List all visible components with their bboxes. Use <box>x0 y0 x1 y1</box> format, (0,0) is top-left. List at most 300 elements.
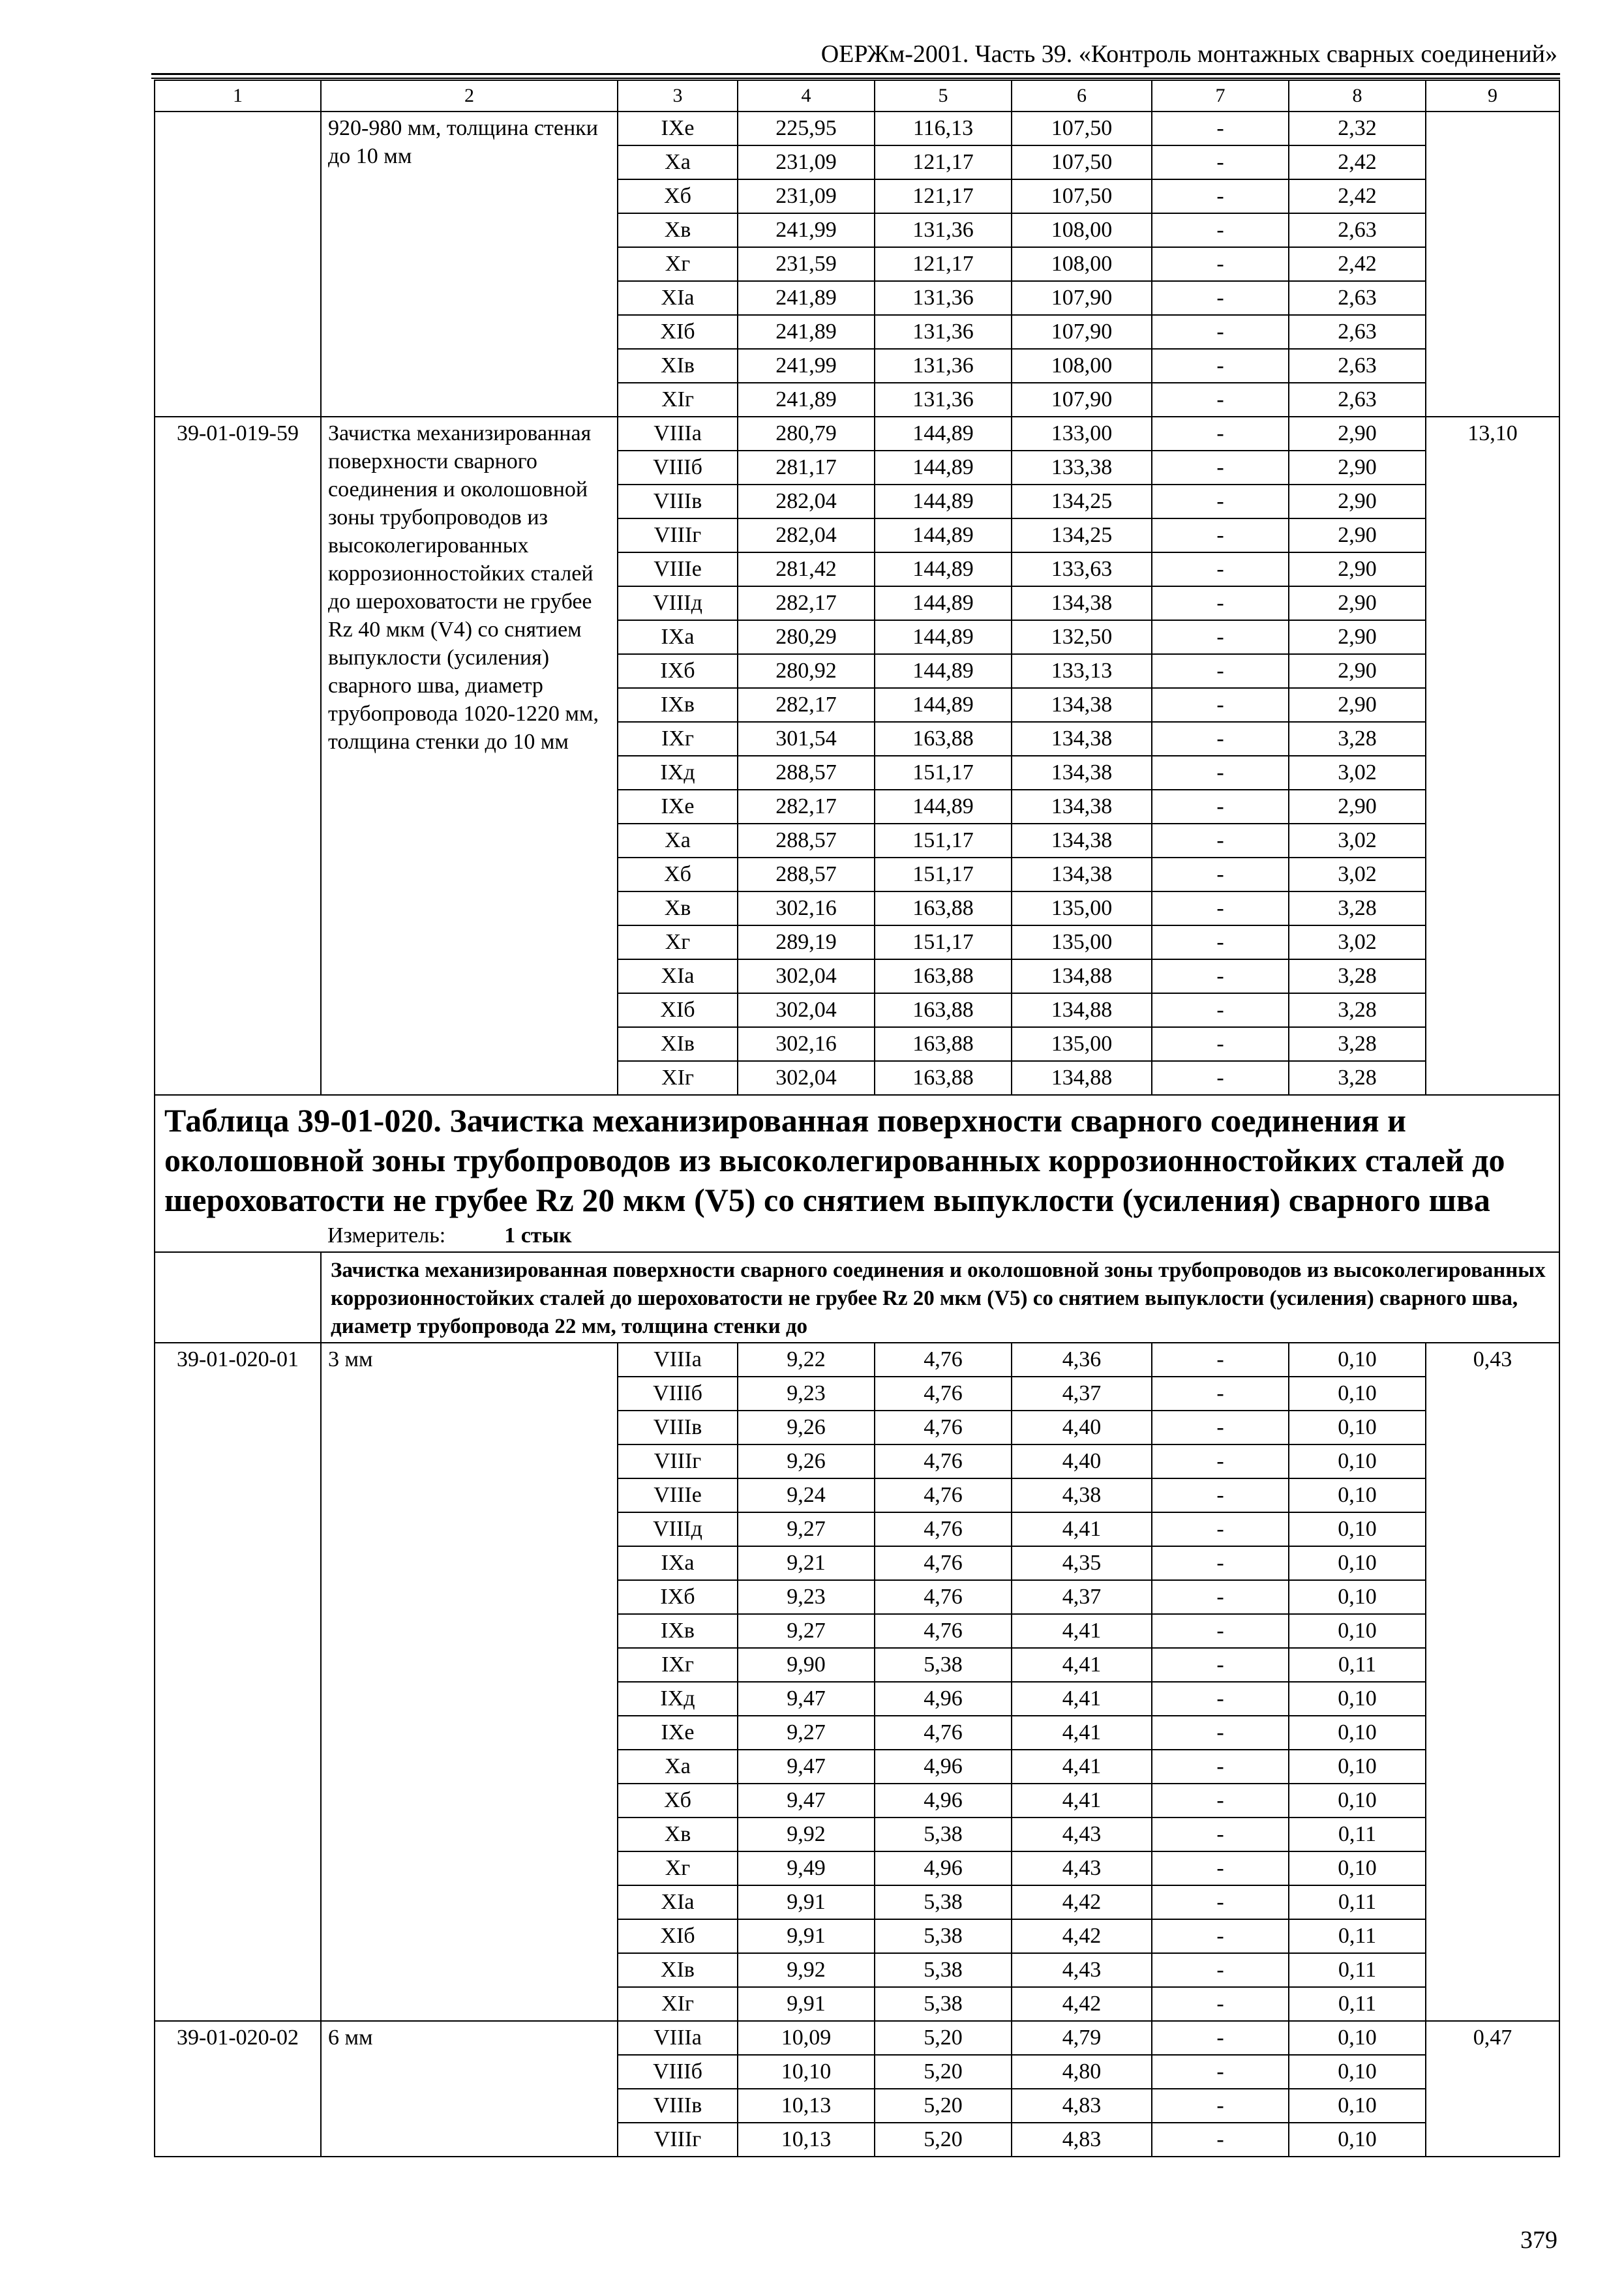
value-cell: 107,50 <box>1012 112 1152 145</box>
value-cell: 302,16 <box>738 1027 875 1061</box>
value-cell: 144,89 <box>875 620 1012 654</box>
value-cell: - <box>1152 1784 1289 1818</box>
value-cell: 163,88 <box>875 891 1012 925</box>
region-cell: Xа <box>618 145 738 179</box>
value-cell: 121,17 <box>875 145 1012 179</box>
value-cell: 4,40 <box>1012 1411 1152 1444</box>
value-cell: 9,26 <box>738 1411 875 1444</box>
region-cell: Xв <box>618 891 738 925</box>
column-9-value: 0,43 <box>1426 1343 1559 2021</box>
value-cell: 4,76 <box>875 1444 1012 1478</box>
measure-label: Измеритель: <box>327 1223 446 1248</box>
region-cell: IXб <box>618 654 738 688</box>
value-cell: 4,43 <box>1012 1953 1152 1987</box>
value-cell: 231,59 <box>738 247 875 281</box>
col-number: 6 <box>1012 80 1152 112</box>
value-cell: 9,47 <box>738 1750 875 1784</box>
region-cell: VIIIв <box>618 2089 738 2123</box>
value-cell: 4,37 <box>1012 1377 1152 1411</box>
value-cell: 4,79 <box>1012 2021 1152 2055</box>
value-cell: - <box>1152 518 1289 552</box>
value-cell: - <box>1152 654 1289 688</box>
value-cell: 2,90 <box>1289 485 1426 518</box>
value-cell: 0,10 <box>1289 1614 1426 1648</box>
value-cell: - <box>1152 1444 1289 1478</box>
region-cell: VIIIа <box>618 417 738 451</box>
value-cell: 4,37 <box>1012 1580 1152 1614</box>
table-row <box>155 2021 1559 2055</box>
value-cell: 10,13 <box>738 2123 875 2157</box>
value-cell: 4,76 <box>875 1546 1012 1580</box>
value-cell: 0,10 <box>1289 1784 1426 1818</box>
value-cell: - <box>1152 586 1289 620</box>
value-cell: 3,28 <box>1289 891 1426 925</box>
value-cell: 9,23 <box>738 1580 875 1614</box>
value-cell: - <box>1152 383 1289 417</box>
value-cell: 144,89 <box>875 586 1012 620</box>
value-cell: 0,10 <box>1289 2021 1426 2055</box>
value-cell: 0,11 <box>1289 1987 1426 2021</box>
value-cell: 0,10 <box>1289 1343 1426 1377</box>
value-cell: 282,17 <box>738 688 875 722</box>
value-cell: 108,00 <box>1012 247 1152 281</box>
value-cell: 9,90 <box>738 1648 875 1682</box>
value-cell: 108,00 <box>1012 349 1152 383</box>
value-cell: 144,89 <box>875 654 1012 688</box>
value-cell: 135,00 <box>1012 891 1152 925</box>
value-cell: 241,89 <box>738 315 875 349</box>
value-cell: - <box>1152 1648 1289 1682</box>
value-cell: - <box>1152 1750 1289 1784</box>
value-cell: - <box>1152 2123 1289 2157</box>
value-cell: 2,90 <box>1289 620 1426 654</box>
value-cell: - <box>1152 179 1289 213</box>
value-cell: 134,38 <box>1012 722 1152 756</box>
region-cell: Xб <box>618 858 738 891</box>
value-cell: 4,76 <box>875 1716 1012 1750</box>
value-cell: 134,38 <box>1012 688 1152 722</box>
region-cell: IXе <box>618 112 738 145</box>
value-cell: 5,38 <box>875 1987 1012 2021</box>
value-cell: 9,27 <box>738 1614 875 1648</box>
value-cell: 4,41 <box>1012 1716 1152 1750</box>
value-cell: 302,04 <box>738 959 875 993</box>
value-cell: - <box>1152 1919 1289 1953</box>
value-cell: 134,88 <box>1012 993 1152 1027</box>
value-cell: 0,11 <box>1289 1818 1426 1851</box>
value-cell: 134,38 <box>1012 586 1152 620</box>
value-cell: 163,88 <box>875 1061 1012 1095</box>
value-cell: 135,00 <box>1012 925 1152 959</box>
value-cell: 131,36 <box>875 281 1012 315</box>
value-cell: 0,10 <box>1289 2123 1426 2157</box>
region-cell: Xв <box>618 213 738 247</box>
value-cell: 4,76 <box>875 1512 1012 1546</box>
running-header: ОЕРЖм-2001. Часть 39. «Контроль монтажных сварных соединений» <box>820 40 1557 68</box>
value-cell: 5,20 <box>875 2123 1012 2157</box>
value-cell: 2,63 <box>1289 383 1426 417</box>
region-cell: IXв <box>618 688 738 722</box>
value-cell: - <box>1152 925 1289 959</box>
value-cell: 280,92 <box>738 654 875 688</box>
value-cell: 4,41 <box>1012 1648 1152 1682</box>
value-cell: 2,63 <box>1289 349 1426 383</box>
value-cell: 288,57 <box>738 824 875 858</box>
region-cell: IXг <box>618 722 738 756</box>
region-cell: XIг <box>618 1061 738 1095</box>
value-cell: 0,10 <box>1289 1750 1426 1784</box>
value-cell: 0,11 <box>1289 1648 1426 1682</box>
value-cell: 280,79 <box>738 417 875 451</box>
value-cell: 144,89 <box>875 417 1012 451</box>
page-number: 379 <box>1520 2226 1557 2254</box>
value-cell: 134,38 <box>1012 790 1152 824</box>
value-cell: 2,63 <box>1289 213 1426 247</box>
column-9-value <box>1426 112 1559 417</box>
value-cell: 2,90 <box>1289 790 1426 824</box>
value-cell: 121,17 <box>875 179 1012 213</box>
position-code <box>155 112 321 417</box>
value-cell: 131,36 <box>875 349 1012 383</box>
value-cell: 3,02 <box>1289 858 1426 891</box>
value-cell: 4,43 <box>1012 1851 1152 1885</box>
value-cell: 10,13 <box>738 2089 875 2123</box>
value-cell: 2,90 <box>1289 586 1426 620</box>
value-cell: - <box>1152 1987 1289 2021</box>
value-cell: 4,43 <box>1012 1818 1152 1851</box>
value-cell: - <box>1152 349 1289 383</box>
value-cell: 133,00 <box>1012 417 1152 451</box>
value-cell: 241,89 <box>738 281 875 315</box>
value-cell: 4,38 <box>1012 1478 1152 1512</box>
value-cell: - <box>1152 281 1289 315</box>
value-cell: 241,89 <box>738 383 875 417</box>
value-cell: 3,28 <box>1289 1061 1426 1095</box>
value-cell: - <box>1152 417 1289 451</box>
value-cell: 131,36 <box>875 315 1012 349</box>
value-cell: 134,25 <box>1012 485 1152 518</box>
region-cell: Xв <box>618 1818 738 1851</box>
value-cell: - <box>1152 315 1289 349</box>
value-cell: 151,17 <box>875 756 1012 790</box>
value-cell: 10,09 <box>738 2021 875 2055</box>
region-cell: VIIIг <box>618 1444 738 1478</box>
value-cell: - <box>1152 552 1289 586</box>
value-cell: 0,10 <box>1289 1512 1426 1546</box>
value-cell: 131,36 <box>875 383 1012 417</box>
value-cell: 133,63 <box>1012 552 1152 586</box>
value-cell: - <box>1152 756 1289 790</box>
value-cell: - <box>1152 1580 1289 1614</box>
value-cell: 135,00 <box>1012 1027 1152 1061</box>
value-cell: - <box>1152 112 1289 145</box>
region-cell: IXв <box>618 1614 738 1648</box>
value-cell: 4,41 <box>1012 1512 1152 1546</box>
value-cell: 4,41 <box>1012 1682 1152 1716</box>
value-cell: 5,38 <box>875 1885 1012 1919</box>
region-cell: VIIIг <box>618 518 738 552</box>
value-cell: - <box>1152 1478 1289 1512</box>
value-cell: 151,17 <box>875 858 1012 891</box>
region-cell: Xа <box>618 1750 738 1784</box>
value-cell: 163,88 <box>875 1027 1012 1061</box>
value-cell: 3,02 <box>1289 824 1426 858</box>
value-cell: - <box>1152 824 1289 858</box>
value-cell: 5,20 <box>875 2055 1012 2089</box>
value-cell: 4,42 <box>1012 1885 1152 1919</box>
value-cell: 9,23 <box>738 1377 875 1411</box>
value-cell: 116,13 <box>875 112 1012 145</box>
subheading-row <box>155 1252 1559 1343</box>
value-cell: 9,21 <box>738 1546 875 1580</box>
value-cell: 4,76 <box>875 1377 1012 1411</box>
empty-code-cell <box>155 1252 321 1343</box>
value-cell: 9,27 <box>738 1512 875 1546</box>
col-number: 1 <box>155 80 321 112</box>
region-cell: IXг <box>618 1648 738 1682</box>
value-cell: - <box>1152 1851 1289 1885</box>
value-cell: - <box>1152 1512 1289 1546</box>
rates-table <box>154 80 1560 2157</box>
value-cell: - <box>1152 858 1289 891</box>
value-cell: 302,04 <box>738 1061 875 1095</box>
value-cell: 121,17 <box>875 247 1012 281</box>
value-cell: 144,89 <box>875 485 1012 518</box>
value-cell: 0,10 <box>1289 1377 1426 1411</box>
value-cell: 132,50 <box>1012 620 1152 654</box>
region-cell: IXа <box>618 620 738 654</box>
value-cell: 2,90 <box>1289 417 1426 451</box>
region-cell: VIIIд <box>618 586 738 620</box>
value-cell: 134,38 <box>1012 858 1152 891</box>
value-cell: - <box>1152 620 1289 654</box>
col-number: 3 <box>618 80 738 112</box>
value-cell: - <box>1152 1614 1289 1648</box>
value-cell: 108,00 <box>1012 213 1152 247</box>
value-cell: 2,90 <box>1289 654 1426 688</box>
value-cell: 163,88 <box>875 993 1012 1027</box>
region-cell: XIв <box>618 349 738 383</box>
value-cell: - <box>1152 1377 1289 1411</box>
position-code: 39-01-019-59 <box>155 417 321 1095</box>
work-description: 3 мм <box>321 1343 618 2021</box>
value-cell: 288,57 <box>738 858 875 891</box>
value-cell: 5,38 <box>875 1648 1012 1682</box>
value-cell: 9,22 <box>738 1343 875 1377</box>
region-cell: IXе <box>618 1716 738 1750</box>
value-cell: 0,10 <box>1289 2055 1426 2089</box>
value-cell: - <box>1152 1343 1289 1377</box>
region-cell: Xб <box>618 179 738 213</box>
col-number: 2 <box>321 80 618 112</box>
region-cell: XIг <box>618 383 738 417</box>
region-cell: XIа <box>618 281 738 315</box>
region-cell: VIIIв <box>618 485 738 518</box>
value-cell: 107,90 <box>1012 281 1152 315</box>
value-cell: 280,29 <box>738 620 875 654</box>
table-title: Таблица 39-01-020. Зачистка механизированная поверхности сварного соединения и околошовной зоны трубопроводов из высоколегированных коррозионностойких сталей до шероховатости не грубее Rz 20 мкм (V5) со снятием выпуклости (усиления) сварного шва <box>164 1102 1505 1218</box>
table-title-cell <box>155 1095 1559 1252</box>
subheading: Зачистка механизированная поверхности сварного соединения и околошовной зоны трубопроводов из высоколегированных коррозионностойких сталей до шероховатости не грубее Rz 20 мкм (V5) со снятием выпуклости (усиления) сварного шва, диаметр трубопровода 22 мм, толщина стенки до <box>321 1252 1559 1343</box>
region-cell: XIг <box>618 1987 738 2021</box>
region-cell: VIIIб <box>618 451 738 485</box>
value-cell: 4,42 <box>1012 1919 1152 1953</box>
value-cell: 133,38 <box>1012 451 1152 485</box>
value-cell: - <box>1152 1411 1289 1444</box>
header-rule <box>151 73 1560 79</box>
value-cell: 151,17 <box>875 824 1012 858</box>
region-cell: VIIIб <box>618 1377 738 1411</box>
value-cell: 107,90 <box>1012 383 1152 417</box>
measure-unit <box>164 1220 1550 1251</box>
position-code: 39-01-020-02 <box>155 2021 321 2157</box>
measure-value: 1 стык <box>504 1223 572 1248</box>
value-cell: 0,10 <box>1289 1478 1426 1512</box>
value-cell: 281,17 <box>738 451 875 485</box>
value-cell: 9,26 <box>738 1444 875 1478</box>
table-title-row <box>155 1095 1559 1252</box>
value-cell: 2,90 <box>1289 552 1426 586</box>
value-cell: 4,96 <box>875 1784 1012 1818</box>
value-cell: 5,38 <box>875 1953 1012 1987</box>
region-cell: VIIIв <box>618 1411 738 1444</box>
column-9-value: 0,47 <box>1426 2021 1559 2157</box>
value-cell: 282,04 <box>738 485 875 518</box>
region-cell: XIв <box>618 1027 738 1061</box>
region-cell: XIб <box>618 1919 738 1953</box>
value-cell: - <box>1152 247 1289 281</box>
value-cell: - <box>1152 993 1289 1027</box>
value-cell: 9,92 <box>738 1818 875 1851</box>
value-cell: 5,38 <box>875 1919 1012 1953</box>
work-description: 6 мм <box>321 2021 618 2157</box>
value-cell: 3,02 <box>1289 925 1426 959</box>
value-cell: 3,28 <box>1289 1027 1426 1061</box>
value-cell: 0,10 <box>1289 1444 1426 1478</box>
value-cell: 134,88 <box>1012 959 1152 993</box>
region-cell: VIIIа <box>618 2021 738 2055</box>
col-number: 9 <box>1426 80 1559 112</box>
col-number: 7 <box>1152 80 1289 112</box>
value-cell: - <box>1152 1546 1289 1580</box>
value-cell: 4,41 <box>1012 1784 1152 1818</box>
value-cell: - <box>1152 790 1289 824</box>
value-cell: 2,42 <box>1289 179 1426 213</box>
value-cell: 241,99 <box>738 213 875 247</box>
region-cell: XIв <box>618 1953 738 1987</box>
region-cell: Xг <box>618 1851 738 1885</box>
region-cell: XIб <box>618 993 738 1027</box>
value-cell: 301,54 <box>738 722 875 756</box>
value-cell: 282,04 <box>738 518 875 552</box>
value-cell: - <box>1152 485 1289 518</box>
region-cell: XIб <box>618 315 738 349</box>
value-cell: 144,89 <box>875 552 1012 586</box>
value-cell: 2,32 <box>1289 112 1426 145</box>
value-cell: 0,11 <box>1289 1919 1426 1953</box>
value-cell: 5,20 <box>875 2021 1012 2055</box>
value-cell: 4,83 <box>1012 2123 1152 2157</box>
value-cell: 4,76 <box>875 1411 1012 1444</box>
value-cell: 0,10 <box>1289 2089 1426 2123</box>
value-cell: 107,90 <box>1012 315 1152 349</box>
value-cell: 282,17 <box>738 586 875 620</box>
region-cell: IXб <box>618 1580 738 1614</box>
value-cell: 3,28 <box>1289 959 1426 993</box>
column-number-row <box>155 80 1559 112</box>
value-cell: 4,96 <box>875 1750 1012 1784</box>
value-cell: 9,24 <box>738 1478 875 1512</box>
region-cell: Xа <box>618 824 738 858</box>
region-cell: VIIIг <box>618 2123 738 2157</box>
table-row <box>155 417 1559 451</box>
value-cell: 4,76 <box>875 1478 1012 1512</box>
value-cell: 231,09 <box>738 179 875 213</box>
value-cell: 289,19 <box>738 925 875 959</box>
value-cell: 2,63 <box>1289 315 1426 349</box>
value-cell: 9,91 <box>738 1919 875 1953</box>
value-cell: 10,10 <box>738 2055 875 2089</box>
region-cell: XIа <box>618 959 738 993</box>
value-cell: 163,88 <box>875 722 1012 756</box>
value-cell: 5,20 <box>875 2089 1012 2123</box>
value-cell: 0,10 <box>1289 1411 1426 1444</box>
value-cell: - <box>1152 1682 1289 1716</box>
value-cell: 5,38 <box>875 1818 1012 1851</box>
value-cell: 2,42 <box>1289 247 1426 281</box>
value-cell: 4,96 <box>875 1682 1012 1716</box>
value-cell: - <box>1152 2021 1289 2055</box>
value-cell: 0,11 <box>1289 1885 1426 1919</box>
value-cell: 151,17 <box>875 925 1012 959</box>
value-cell: 3,28 <box>1289 722 1426 756</box>
value-cell: 241,99 <box>738 349 875 383</box>
value-cell: 9,47 <box>738 1784 875 1818</box>
region-cell: Xг <box>618 247 738 281</box>
value-cell: 281,42 <box>738 552 875 586</box>
value-cell: 4,76 <box>875 1580 1012 1614</box>
value-cell: 144,89 <box>875 688 1012 722</box>
value-cell: - <box>1152 1716 1289 1750</box>
value-cell: 4,42 <box>1012 1987 1152 2021</box>
region-cell: Xб <box>618 1784 738 1818</box>
region-cell: IXа <box>618 1546 738 1580</box>
value-cell: - <box>1152 213 1289 247</box>
value-cell: 4,83 <box>1012 2089 1152 2123</box>
value-cell: 9,47 <box>738 1682 875 1716</box>
value-cell: 0,10 <box>1289 1682 1426 1716</box>
value-cell: 131,36 <box>875 213 1012 247</box>
region-cell: Xг <box>618 925 738 959</box>
value-cell: - <box>1152 959 1289 993</box>
value-cell: - <box>1152 1885 1289 1919</box>
position-code: 39-01-020-01 <box>155 1343 321 2021</box>
value-cell: 133,13 <box>1012 654 1152 688</box>
value-cell: - <box>1152 722 1289 756</box>
value-cell: - <box>1152 1061 1289 1095</box>
value-cell: 4,80 <box>1012 2055 1152 2089</box>
value-cell: 2,90 <box>1289 688 1426 722</box>
value-cell: 4,40 <box>1012 1444 1152 1478</box>
value-cell: 3,02 <box>1289 756 1426 790</box>
region-cell: VIIIб <box>618 2055 738 2089</box>
value-cell: 9,91 <box>738 1987 875 2021</box>
value-cell: 2,63 <box>1289 281 1426 315</box>
value-cell: 302,16 <box>738 891 875 925</box>
region-cell: IXд <box>618 1682 738 1716</box>
region-cell: VIIIе <box>618 552 738 586</box>
value-cell: 4,36 <box>1012 1343 1152 1377</box>
